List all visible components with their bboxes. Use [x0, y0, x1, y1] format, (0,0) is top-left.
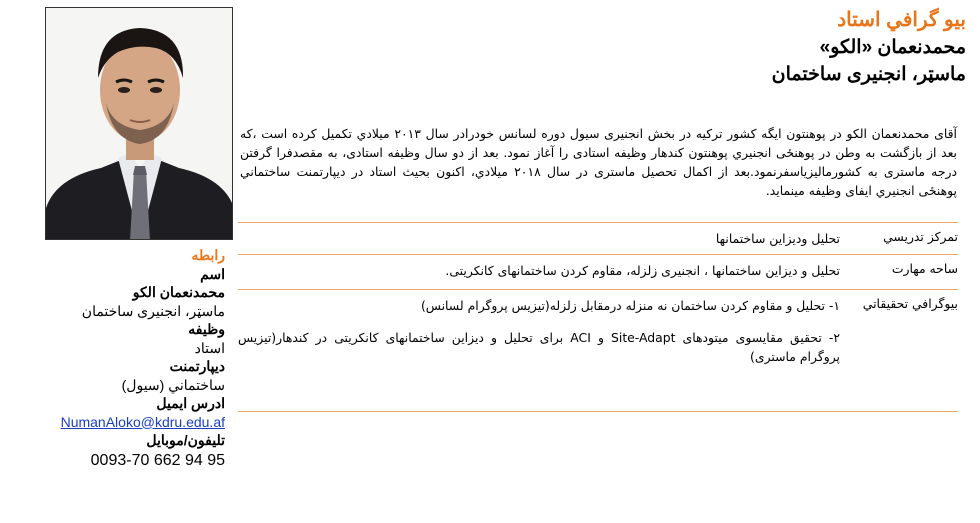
- table-row: [238, 254, 958, 289]
- row-value-teaching-focus: [238, 223, 840, 254]
- email-label: ادرس ایمیل: [156, 395, 225, 411]
- portrait-image: [46, 8, 233, 240]
- position-value: استاد: [194, 339, 225, 356]
- table-row: [238, 222, 958, 254]
- department-value: ساختماني (سیول): [121, 376, 225, 393]
- phone-value: 0093-70 662 94 95: [90, 451, 225, 469]
- department-label: دیپارتمنت: [169, 358, 225, 374]
- bio-paragraph: آقای محمدنعمان الکو در پوهنتون ایگه کشور ترکیه در بخش انجنیری سیول دوره لسانس خودرادر سال ۲۰۱۳ میلادي تکمیل کرده است ،که بعد از بازگشت به وطن در پوهنځی انجنیري پوهنتون کندهار وظیفه استادی را آغاز نمود. بعد از دو سال وظیفه استادی، به مقصدفرا گرفتن درجه ماستری به کشورمالیزیاسفرنمود.بعد از اکمال تحصیل ماستری در سال ۲۰۱۸ میلادي، اکنون بحیث استاد در دیپارتمنت ساختماني پوهنځی انجنیري ایفای وظیفه مینماید.: [240, 126, 957, 198]
- degree-value: ماسټر، انجنیری ساختمان: [81, 302, 225, 319]
- profile-header: [772, 6, 966, 88]
- contact-heading: رابطه: [191, 247, 225, 263]
- table-row: [238, 289, 958, 412]
- row-value-research-bio: [238, 290, 840, 411]
- row-label-expertise: ساحه مهارت: [891, 261, 958, 276]
- person-degree: ماسټر، انجنیری ساختمان: [771, 64, 966, 85]
- email-link[interactable]: NumanAloko@kdru.edu.af: [60, 413, 225, 430]
- bio-title: بيو گرافي استاد: [837, 9, 966, 31]
- position-label: وظیفه: [188, 321, 225, 337]
- phone-label: تلیفون/موبایل: [146, 432, 225, 448]
- profile-photo: [45, 7, 233, 240]
- expertise-text: تحلیل و دیزاین ساختمانها ، انجنیری زلزله، مقاوم کردن ساختمانهای کانکریتی.: [445, 263, 840, 278]
- name-value: محمدنعمان الکو: [132, 284, 225, 300]
- research-item: ۱- تحلیل و مقاوم کردن ساختمان نه منزله درمقابل زلزله(تیزیس پروگرام لسانس): [420, 298, 840, 313]
- teaching-focus-text: تحليل وديزاين ساختمانها: [715, 231, 840, 246]
- row-value-expertise: [238, 255, 840, 289]
- row-label-teaching-focus: تمرکز تدریسي: [883, 229, 958, 244]
- contact-panel: [0, 246, 225, 472]
- name-label: اسم: [200, 265, 225, 282]
- person-name: محمدنعمان «الکو»: [819, 37, 966, 58]
- research-item: ۲- تحقیق مقایسوی میتودهای Site-Adapt و ACI برای تحلیل و دیزاین ساختمانهای کانکریتی در کندهار(تیزیس پروگرام ماستری): [238, 330, 840, 364]
- row-label-research-bio: بيوگرافي تحقيقاتي: [862, 296, 958, 311]
- profile-table: [238, 222, 958, 412]
